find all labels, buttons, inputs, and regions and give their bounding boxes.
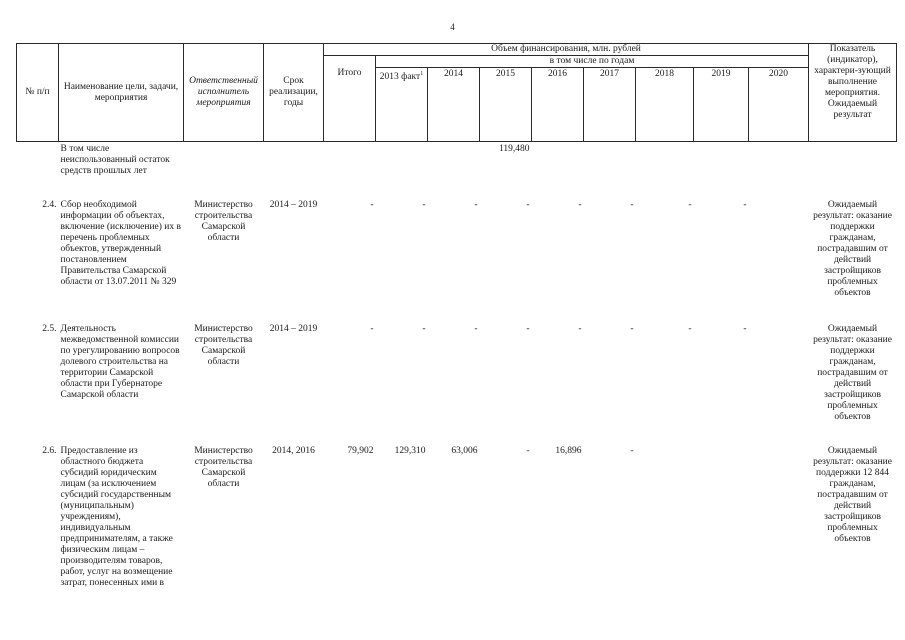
row-2020 xyxy=(749,198,809,322)
header-2014: 2014 xyxy=(428,68,480,142)
row-2018 xyxy=(636,444,694,594)
row-2017: - xyxy=(630,199,634,210)
header-2017: 2017 xyxy=(584,68,636,142)
row-2019: - xyxy=(743,323,747,334)
header-2019: 2019 xyxy=(694,68,749,142)
row-2013: - xyxy=(422,199,426,210)
row-2014: 63,006 xyxy=(451,445,478,456)
header-2018: 2018 xyxy=(636,68,694,142)
row-executor: Министерство строительства Самарской области xyxy=(194,445,253,489)
row-2019 xyxy=(694,444,749,594)
row-2018: - xyxy=(688,199,692,210)
row-result: Ожидаемый результат: оказание поддержки гражданам, пострадавшим от действий застройщиков проблемных объектов xyxy=(813,199,892,298)
row-2020 xyxy=(749,322,809,444)
row-name: Предоставление из областного бюджета субсидий юридическим лицам (за исключением субсидий государственным (муниципальным) учреждениям), индивидуальным предпринимателям, а также физическим лицам – производителям товаров, работ, услуг на возмещение затрат, понесенных ими в xyxy=(60,445,173,588)
row-2016 xyxy=(532,142,584,198)
row-2013 xyxy=(376,142,428,198)
row-2015: - xyxy=(526,445,530,456)
row-code: 2.5. xyxy=(42,323,57,334)
table-row xyxy=(17,142,897,198)
row-2013: - xyxy=(422,323,426,334)
row-2015: - xyxy=(526,199,530,210)
row-2019: - xyxy=(743,199,747,210)
row-2018 xyxy=(636,142,694,198)
row-code xyxy=(17,142,59,198)
row-executor: Министерство строительства Самарской области xyxy=(194,199,253,243)
row-period: 2014 – 2019 xyxy=(269,323,318,334)
header-including-years: в том числе по годам xyxy=(376,56,809,68)
row-2015: 119,480 xyxy=(498,144,530,154)
header-2013: 2013 факт$^1$ xyxy=(376,68,428,142)
row-code: 2.6. xyxy=(42,445,57,456)
row-2017 xyxy=(584,142,636,198)
header-num: № п/п xyxy=(17,44,59,142)
row-2019 xyxy=(694,142,749,198)
row-result: Ожидаемый результат: оказание поддержки 12 844 гражданам, пострадавшим от действий застройщиков проблемных объектов xyxy=(813,445,892,544)
financing-table xyxy=(16,43,897,594)
row-total xyxy=(324,142,376,198)
row-name: Деятельность межведомственной комиссии по урегулированию вопросов долевого строительства на территории Самарской области при Губернаторе Самарской области xyxy=(60,323,180,400)
row-2020 xyxy=(749,444,809,594)
header-executor: Ответственный исполнитель мероприятия xyxy=(184,44,264,142)
header-total: Итого xyxy=(324,56,376,142)
row-total: - xyxy=(370,323,374,334)
row-executor xyxy=(184,142,264,198)
row-total: 79,902 xyxy=(347,445,374,456)
header-indicator: Показатель (индикатор), характери-зующий выполнение мероприятия. Ожидаемый результат xyxy=(809,44,897,142)
row-2016: - xyxy=(578,323,582,334)
row-2018: - xyxy=(688,323,692,334)
row-period: 2014, 2016 xyxy=(272,445,315,456)
header-2016: 2016 xyxy=(532,68,584,142)
row-period xyxy=(264,142,324,198)
table-row xyxy=(17,444,897,594)
row-2017: - xyxy=(630,323,634,334)
page-number: 4 xyxy=(450,22,455,32)
table-row xyxy=(17,322,897,444)
row-2014: - xyxy=(474,323,478,334)
header-name: Наименование цели, задачи, мероприятия xyxy=(59,44,184,142)
row-2013: 129,310 xyxy=(394,445,426,456)
header-2020: 2020 xyxy=(749,68,809,142)
row-result xyxy=(809,142,897,198)
row-period: 2014 – 2019 xyxy=(269,199,318,210)
row-name: Сбор необходимой информации об объектах, включение (исключение) их в перечень проблемных объектов, утвержденный постановлением Правительства Самарской области от 13.07.2011 № 329 xyxy=(60,199,181,287)
header-2015: 2015 xyxy=(480,68,532,142)
row-2020 xyxy=(749,142,809,198)
row-2016: - xyxy=(578,199,582,210)
row-executor: Министерство строительства Самарской области xyxy=(194,323,253,367)
row-result: Ожидаемый результат: оказание поддержки гражданам, пострадавшим от действий застройщиков проблемных объектов xyxy=(813,323,892,422)
header-period: Срок реализации, годы xyxy=(264,44,324,142)
footnote-mark: 1 xyxy=(420,71,424,77)
row-total: - xyxy=(370,199,374,210)
header-financing: Объем финансирования, млн. рублей xyxy=(324,44,809,56)
row-code: 2.4. xyxy=(42,199,57,210)
row-2014 xyxy=(428,142,480,198)
row-name: В том числе неиспользованный остаток средств прошлых лет xyxy=(60,144,170,176)
row-2017: - xyxy=(630,445,634,456)
row-2014: - xyxy=(474,199,478,210)
table-row xyxy=(17,198,897,322)
row-2016: 16,896 xyxy=(555,445,582,456)
row-2015: - xyxy=(526,323,530,334)
